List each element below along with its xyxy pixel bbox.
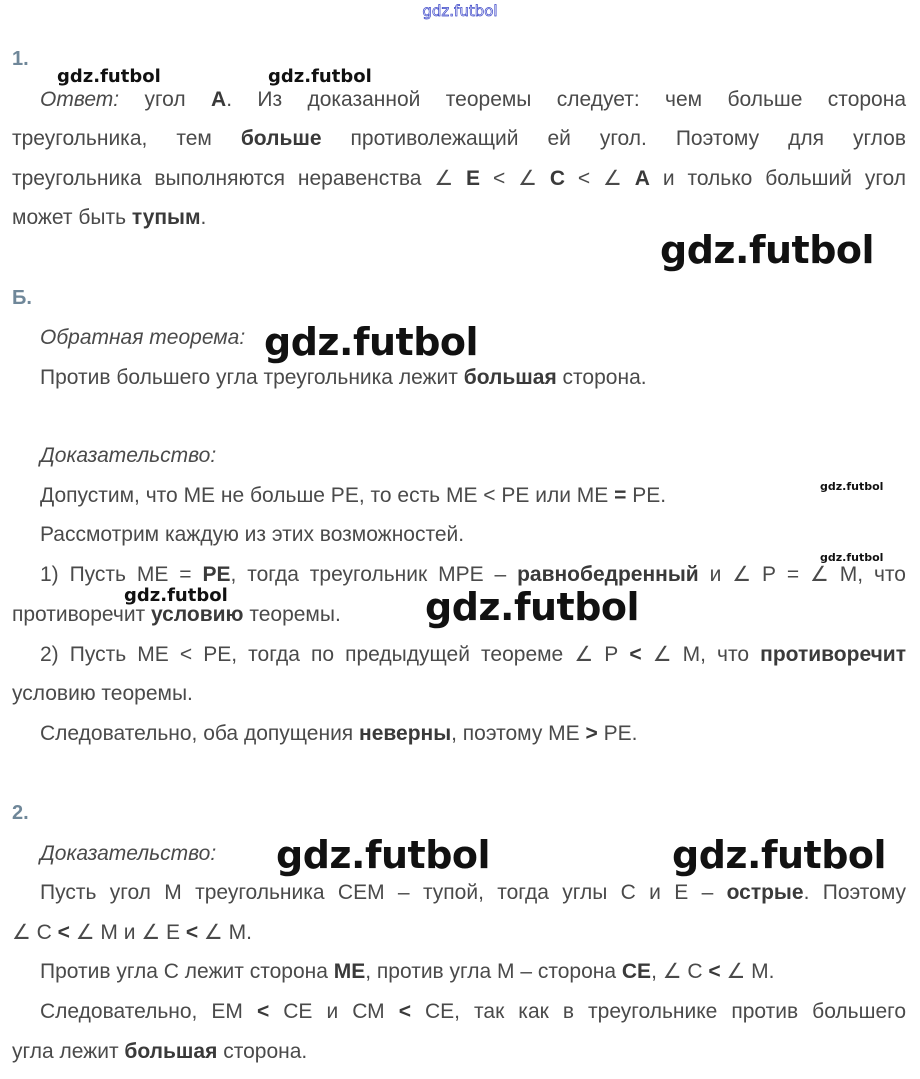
watermark: gdz.futbol xyxy=(268,66,372,87)
text: 1) Пусть МЕ = xyxy=(40,563,203,586)
text: СЕ, так как в треугольнике против большего xyxy=(410,1000,907,1023)
bold-text: РЕ xyxy=(202,563,231,586)
text: угла лежит xyxy=(12,1040,125,1063)
text: , против угла М – сторона xyxy=(365,960,622,983)
watermark: gdz.futbol xyxy=(820,551,884,564)
text: противолежащий ей угол. Поэтому для углов xyxy=(321,127,906,150)
watermark: gdz.futbol xyxy=(672,833,887,877)
bold-text: < xyxy=(256,1000,270,1023)
text: ∠ С xyxy=(12,921,58,944)
text: угол xyxy=(119,88,212,111)
text: и ∠ Р = ∠ М, что xyxy=(698,563,906,586)
watermark: gdz.futbol xyxy=(124,585,228,606)
text: ∠ М и ∠ Е xyxy=(69,921,186,944)
text: Пусть угол М треугольника СЕМ – тупой, тогда углы С и Е – xyxy=(40,881,727,904)
bold-text: противоречит xyxy=(760,643,906,666)
bold-text: = xyxy=(614,484,627,507)
proof-line-1 xyxy=(40,483,906,509)
proof-line-7 xyxy=(40,721,906,747)
text: и только больший угол xyxy=(649,167,907,190)
watermark: gdz.futbol xyxy=(820,480,884,493)
text: противоречит xyxy=(12,603,152,626)
bold-text: < xyxy=(708,960,721,983)
text: РЕ. xyxy=(597,722,638,745)
text: , тогда треугольник МРЕ – xyxy=(230,563,518,586)
text: Допустим, что МЕ не больше РЕ, то есть МЕ < РЕ или МЕ xyxy=(40,484,615,507)
bold-text: тупым xyxy=(131,206,201,229)
answer-letter: А xyxy=(211,88,227,111)
answer-label: Ответ: xyxy=(40,88,120,111)
watermark: gdz.futbol xyxy=(57,66,161,87)
section-number-2: 2. xyxy=(12,802,29,824)
bold-text: острые xyxy=(726,881,804,904)
watermark: gdz.futbol xyxy=(264,320,479,364)
section-number-1: 1. xyxy=(12,48,29,70)
text: Следовательно, ЕМ xyxy=(40,1000,257,1023)
text: , ∠ С xyxy=(651,960,709,983)
converse-theorem-statement xyxy=(40,365,906,391)
proof-line-5 xyxy=(40,642,906,668)
text: , поэтому МЕ xyxy=(451,722,586,745)
bold-text: МЕ xyxy=(333,960,366,983)
bold-text: больше xyxy=(240,127,322,150)
proof2-line-1 xyxy=(40,880,906,906)
bold-text: С xyxy=(549,167,565,190)
bold-text: СЕ xyxy=(621,960,652,983)
proof-label-2: Доказательство: xyxy=(40,842,217,865)
text: сторона. xyxy=(556,366,647,389)
proof2-line-2 xyxy=(12,920,906,946)
text: треугольника выполняются неравенства ∠ xyxy=(12,167,467,190)
answer-line-3 xyxy=(12,166,906,192)
text: Против большего угла треугольника лежит xyxy=(40,366,464,389)
answer-line-1 xyxy=(40,87,906,113)
text: СЕ и СМ xyxy=(269,1000,399,1023)
bold-text: < xyxy=(185,921,199,944)
bold-text: < xyxy=(398,1000,411,1023)
text: 2) Пусть МЕ < РЕ, тогда по предыдущей теореме ∠ Р xyxy=(40,643,630,666)
proof-line-6: условию теоремы. xyxy=(12,682,193,705)
bold-text: неверны xyxy=(359,722,452,745)
converse-theorem-label: Обратная теорема: xyxy=(40,326,246,349)
bold-text: > xyxy=(585,722,598,745)
text: . Из доказанной теоремы следует: чем больше сторона xyxy=(226,88,907,111)
text: ∠ М, что xyxy=(641,643,761,666)
bold-text: < xyxy=(57,921,70,944)
bold-text: условию xyxy=(151,603,244,626)
watermark: gdz.futbol xyxy=(425,585,640,629)
bold-text: < xyxy=(629,643,642,666)
watermark-top: gdz.futbol xyxy=(422,2,498,20)
proof-label: Доказательство: xyxy=(40,444,217,467)
text: треугольника, тем xyxy=(12,127,241,150)
watermark: gdz.futbol xyxy=(276,833,491,877)
proof2-line-3 xyxy=(40,959,906,985)
text: Следовательно, оба допущения xyxy=(40,722,360,745)
proof-line-2: Рассмотрим каждую из этих возможностей. xyxy=(40,523,465,546)
proof2-line-4 xyxy=(40,999,906,1025)
bold-text: Е xyxy=(466,167,481,190)
watermark: gdz.futbol xyxy=(660,228,875,272)
section-number-b: Б. xyxy=(12,287,32,309)
answer-line-2 xyxy=(12,126,906,152)
text: теоремы. xyxy=(243,603,341,626)
bold-text: равнобедренный xyxy=(517,563,699,586)
bold-text: большая xyxy=(463,366,557,389)
bold-text: большая xyxy=(124,1040,218,1063)
text: ∠ М. xyxy=(198,921,252,944)
text: Против угла С лежит сторона xyxy=(40,960,334,983)
text: сторона. xyxy=(217,1040,308,1063)
proof2-line-5 xyxy=(12,1039,906,1065)
bold-text: А xyxy=(634,167,650,190)
text: < ∠ xyxy=(480,167,550,190)
text: ∠ М. xyxy=(720,960,775,983)
text: может быть xyxy=(12,206,132,229)
text: РЕ. xyxy=(626,484,667,507)
text: < ∠ xyxy=(565,167,635,190)
text: . xyxy=(200,206,207,229)
text: . Поэтому xyxy=(803,881,906,904)
